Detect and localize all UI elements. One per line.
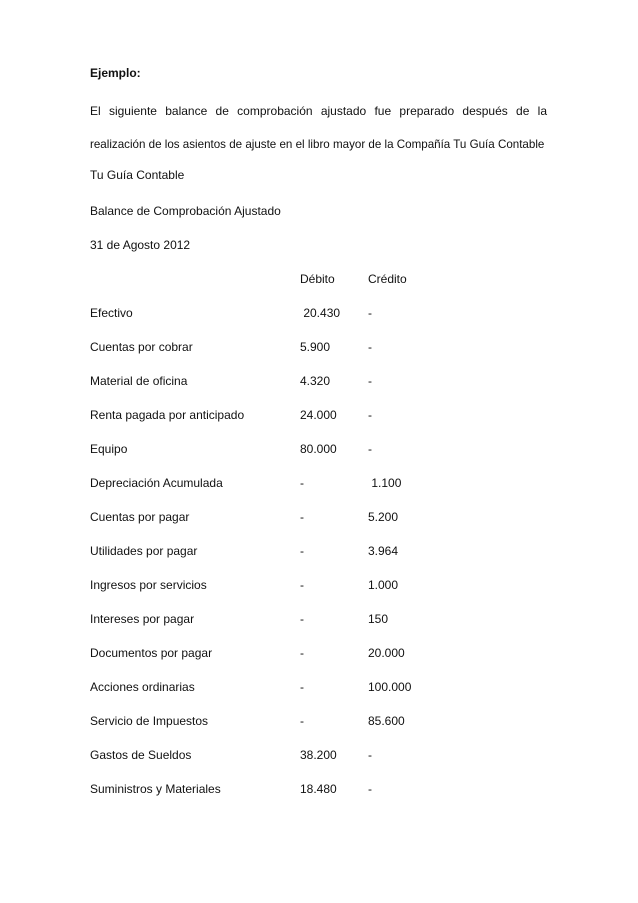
debit-value: -	[300, 680, 304, 694]
account-name: Documentos por pagar	[90, 646, 213, 660]
credit-value: -	[368, 748, 372, 762]
example-heading: Ejemplo:	[90, 66, 141, 80]
debit-column-header: Débito	[300, 272, 335, 286]
debit-value: 18.480	[300, 782, 337, 796]
credit-value: -	[368, 306, 372, 320]
debit-value: -	[300, 612, 304, 626]
credit-column-header: Crédito	[368, 272, 407, 286]
balance-table	[0, 305, 638, 815]
table-row	[0, 373, 638, 407]
intro-paragraph-line-2: realización de los asientos de ajuste en el libro mayor de la Compañía Tu Guía Contable	[90, 138, 545, 151]
table-row	[0, 543, 638, 577]
debit-value: 20.430	[300, 306, 341, 320]
credit-value: 85.600	[368, 714, 405, 728]
table-row	[0, 611, 638, 645]
account-name: Gastos de Sueldos	[90, 748, 192, 762]
account-name: Intereses por pagar	[90, 612, 195, 626]
table-row	[0, 305, 638, 339]
debit-value: -	[300, 510, 304, 524]
debit-value: -	[300, 646, 304, 660]
table-row	[0, 679, 638, 713]
table-row	[0, 747, 638, 781]
table-row	[0, 475, 638, 509]
debit-value: 38.200	[300, 748, 337, 762]
debit-value: 24.000	[300, 408, 337, 422]
account-name: Efectivo	[90, 306, 133, 320]
table-row	[0, 645, 638, 679]
report-title: Balance de Comprobación Ajustado	[90, 204, 281, 218]
account-name: Equipo	[90, 442, 128, 456]
account-name: Ingresos por servicios	[90, 578, 207, 592]
table-row	[0, 713, 638, 747]
debit-value: -	[300, 578, 304, 592]
credit-value: 150	[368, 612, 389, 626]
credit-value: -	[368, 408, 372, 422]
credit-value: 1.000	[368, 578, 399, 592]
company-name: Tu Guía Contable	[90, 168, 185, 182]
debit-value: 80.000	[300, 442, 337, 456]
credit-value: 100.000	[368, 680, 412, 694]
debit-value: 5.900	[300, 340, 331, 354]
credit-value: 3.964	[368, 544, 399, 558]
table-row	[0, 781, 638, 815]
account-name: Material de oficina	[90, 374, 188, 388]
account-name: Cuentas por pagar	[90, 510, 190, 524]
credit-value: 20.000	[368, 646, 405, 660]
account-name: Renta pagada por anticipado	[90, 408, 245, 422]
debit-value: -	[300, 476, 304, 490]
intro-paragraph-line-1: El siguiente balance de comprobación ajustado fue preparado después de la	[90, 104, 547, 118]
credit-value: -	[368, 340, 372, 354]
account-name: Utilidades por pagar	[90, 544, 198, 558]
table-row	[0, 509, 638, 543]
account-name: Depreciación Acumulada	[90, 476, 223, 490]
table-row	[0, 407, 638, 441]
table-row	[0, 441, 638, 475]
account-name: Acciones ordinarias	[90, 680, 195, 694]
table-row	[0, 339, 638, 373]
report-date: 31 de Agosto 2012	[90, 238, 191, 252]
credit-value: -	[368, 782, 372, 796]
account-name: Servicio de Impuestos	[90, 714, 209, 728]
account-name: Cuentas por cobrar	[90, 340, 193, 354]
credit-value: 1.100	[368, 476, 402, 490]
intro-paragraph	[90, 94, 547, 162]
debit-value: 4.320	[300, 374, 331, 388]
credit-value: -	[368, 442, 372, 456]
debit-value: -	[300, 544, 304, 558]
credit-value: -	[368, 374, 372, 388]
credit-value: 5.200	[368, 510, 399, 524]
debit-value: -	[300, 714, 304, 728]
account-name: Suministros y Materiales	[90, 782, 221, 796]
table-row	[0, 577, 638, 611]
